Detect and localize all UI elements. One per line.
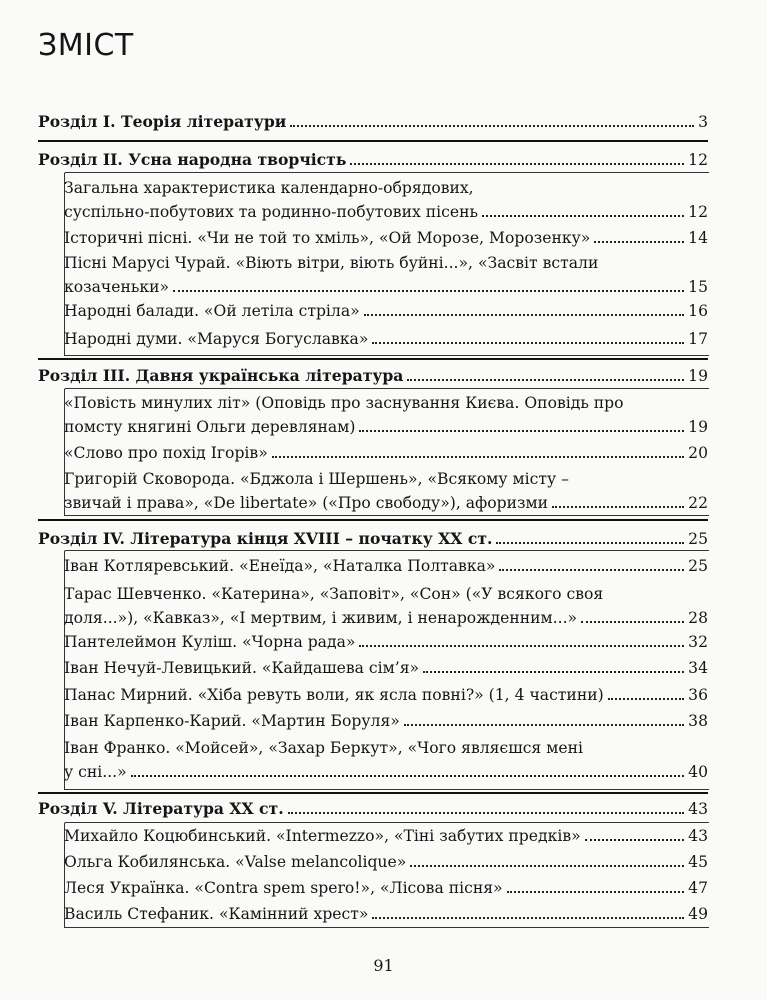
toc-item [64, 554, 708, 578]
toc-item [64, 824, 708, 848]
item-text: Леся Українка. «Contra spem spero!», «Лісова пісня» [64, 879, 503, 897]
item-page: 22 [688, 494, 708, 512]
toc-item [64, 226, 708, 250]
section-2 [38, 148, 708, 172]
item-page: 49 [688, 905, 708, 923]
item-text: «Слово про похід Ігорів» [64, 444, 268, 462]
leader-dots [499, 569, 684, 571]
item-text: козаченьки» [64, 278, 170, 296]
section-page: 3 [698, 113, 708, 131]
item-text: Народні балади. «Ой летіла стріла» [64, 302, 360, 320]
leader-dots [581, 621, 684, 623]
item-page: 34 [688, 659, 708, 677]
section-5 [38, 797, 708, 821]
section-divider [38, 519, 708, 521]
page-title: ЗМІСТ [38, 28, 134, 63]
item-page: 25 [688, 557, 708, 575]
leader-dots [482, 215, 684, 217]
item-text: Іван Франко. «Мойсей», «Захар Беркут», «Чого являєшся мені [64, 739, 583, 757]
leader-dots [410, 865, 684, 867]
toc-item [64, 709, 708, 733]
leader-dots [173, 290, 684, 292]
toc-item [64, 176, 708, 224]
section-label: Розділ IV. Література кінця XVIII – початку XX ст. [38, 529, 493, 548]
leader-dots [552, 506, 684, 508]
item-text: звичай і права», «De libertate» («Про свободу»), афоризми [64, 494, 549, 512]
leader-dots [608, 698, 684, 700]
leader-dots [496, 542, 684, 544]
item-page: 19 [688, 418, 708, 436]
leader-dots [131, 775, 684, 777]
section-page: 25 [688, 530, 708, 548]
leader-dots [288, 812, 685, 814]
item-text: Народні думи. «Маруся Богуславка» [64, 330, 369, 348]
toc-item [64, 391, 708, 439]
toc-item [64, 582, 708, 630]
item-text: «Повість минулих літ» (Оповідь про заснування Києва. Оповідь про [64, 394, 624, 412]
item-text: Василь Стефаник. «Камінний хрест» [64, 905, 369, 923]
leader-dots [372, 342, 684, 344]
leader-dots [364, 314, 684, 316]
leader-dots [272, 456, 684, 458]
item-text: Пантелеймон Куліш. «Чорна рада» [64, 633, 356, 651]
toc-item [64, 902, 708, 926]
item-page: 47 [688, 879, 708, 897]
item-text: помсту княгині Ольги деревлянам) [64, 418, 356, 436]
toc-item [64, 441, 708, 465]
toc-item [64, 327, 708, 351]
leader-dots [507, 891, 685, 893]
section-page: 12 [688, 151, 708, 169]
toc-item [64, 630, 708, 654]
section-divider [38, 140, 708, 142]
toc-item [64, 876, 708, 900]
item-page: 17 [688, 330, 708, 348]
item-page: 28 [688, 609, 708, 627]
item-page: 32 [688, 633, 708, 651]
leader-dots [359, 645, 684, 647]
item-text: Пісні Марусі Чурай. «Віють вітри, віють буйні...», «Засвіт встали [64, 254, 599, 272]
toc-item [64, 299, 708, 323]
item-text: Іван Нечуй-Левицький. «Кайдашева сім’я» [64, 659, 420, 677]
section-divider [38, 792, 708, 794]
section-label: Розділ І. Теорія літератури [38, 112, 287, 131]
item-page: 45 [688, 853, 708, 871]
section-page: 43 [688, 800, 708, 818]
leader-dots [359, 430, 684, 432]
toc-item [64, 467, 708, 515]
item-text: Ольга Кобилянська. «Valse melancolique» [64, 853, 407, 871]
toc-item [64, 736, 708, 784]
item-page: 40 [688, 763, 708, 781]
section-label: Розділ V. Література XX ст. [38, 799, 284, 818]
leader-dots [423, 671, 684, 673]
item-text: доля...»), «Кавказ», «І мертвим, і живим, і ненарожденним...» [64, 609, 578, 627]
leader-dots [372, 917, 684, 919]
item-page: 12 [688, 203, 708, 221]
toc-item [64, 656, 708, 680]
item-page: 38 [688, 712, 708, 730]
item-text: Іван Карпенко-Карий. «Мартин Боруля» [64, 712, 400, 730]
item-page: 36 [688, 686, 708, 704]
section-1 [38, 110, 708, 134]
item-text: Тарас Шевченко. «Катерина», «Заповіт», «Сон» («У всякого своя [64, 585, 604, 603]
item-text: Григорій Сковорода. «Бджола і Шершень», «Всякому місту – [64, 470, 569, 488]
page-number: 91 [373, 956, 394, 975]
leader-dots [585, 839, 685, 841]
item-text: Історичні пісні. «Чи не той то хміль», «Ой Морозе, Морозенку» [64, 229, 591, 247]
item-page: 43 [688, 827, 708, 845]
section-page: 19 [688, 367, 708, 385]
item-page: 20 [688, 444, 708, 462]
toc-item [64, 850, 708, 874]
item-text: Іван Котляревський. «Енеїда», «Наталка Полтавка» [64, 557, 496, 575]
leader-dots [290, 125, 694, 127]
item-page: 14 [688, 229, 708, 247]
item-text: Панас Мирний. «Хіба ревуть воли, як ясла повні?» (1, 4 частини) [64, 686, 604, 704]
item-page: 16 [688, 302, 708, 320]
item-text: суспільно-побутових та родинно-побутових пісень [64, 203, 478, 221]
item-text: у сні...» [64, 763, 127, 781]
leader-dots [594, 241, 684, 243]
section-label: Розділ ІІ. Усна народна творчість [38, 150, 347, 169]
section-divider [38, 358, 708, 360]
leader-dots [404, 724, 684, 726]
section-label: Розділ ІІІ. Давня українська література [38, 366, 404, 385]
item-text: Михайло Коцюбинський. «Intermezzo», «Тіні забутих предків» [64, 827, 581, 845]
item-page: 15 [688, 278, 708, 296]
leader-dots [407, 379, 684, 381]
toc-item [64, 251, 708, 299]
section-4 [38, 527, 708, 551]
section-3 [38, 364, 708, 388]
toc-item [64, 683, 708, 707]
leader-dots [350, 163, 684, 165]
item-text: Загальна характеристика календарно-обрядових, [64, 179, 474, 197]
